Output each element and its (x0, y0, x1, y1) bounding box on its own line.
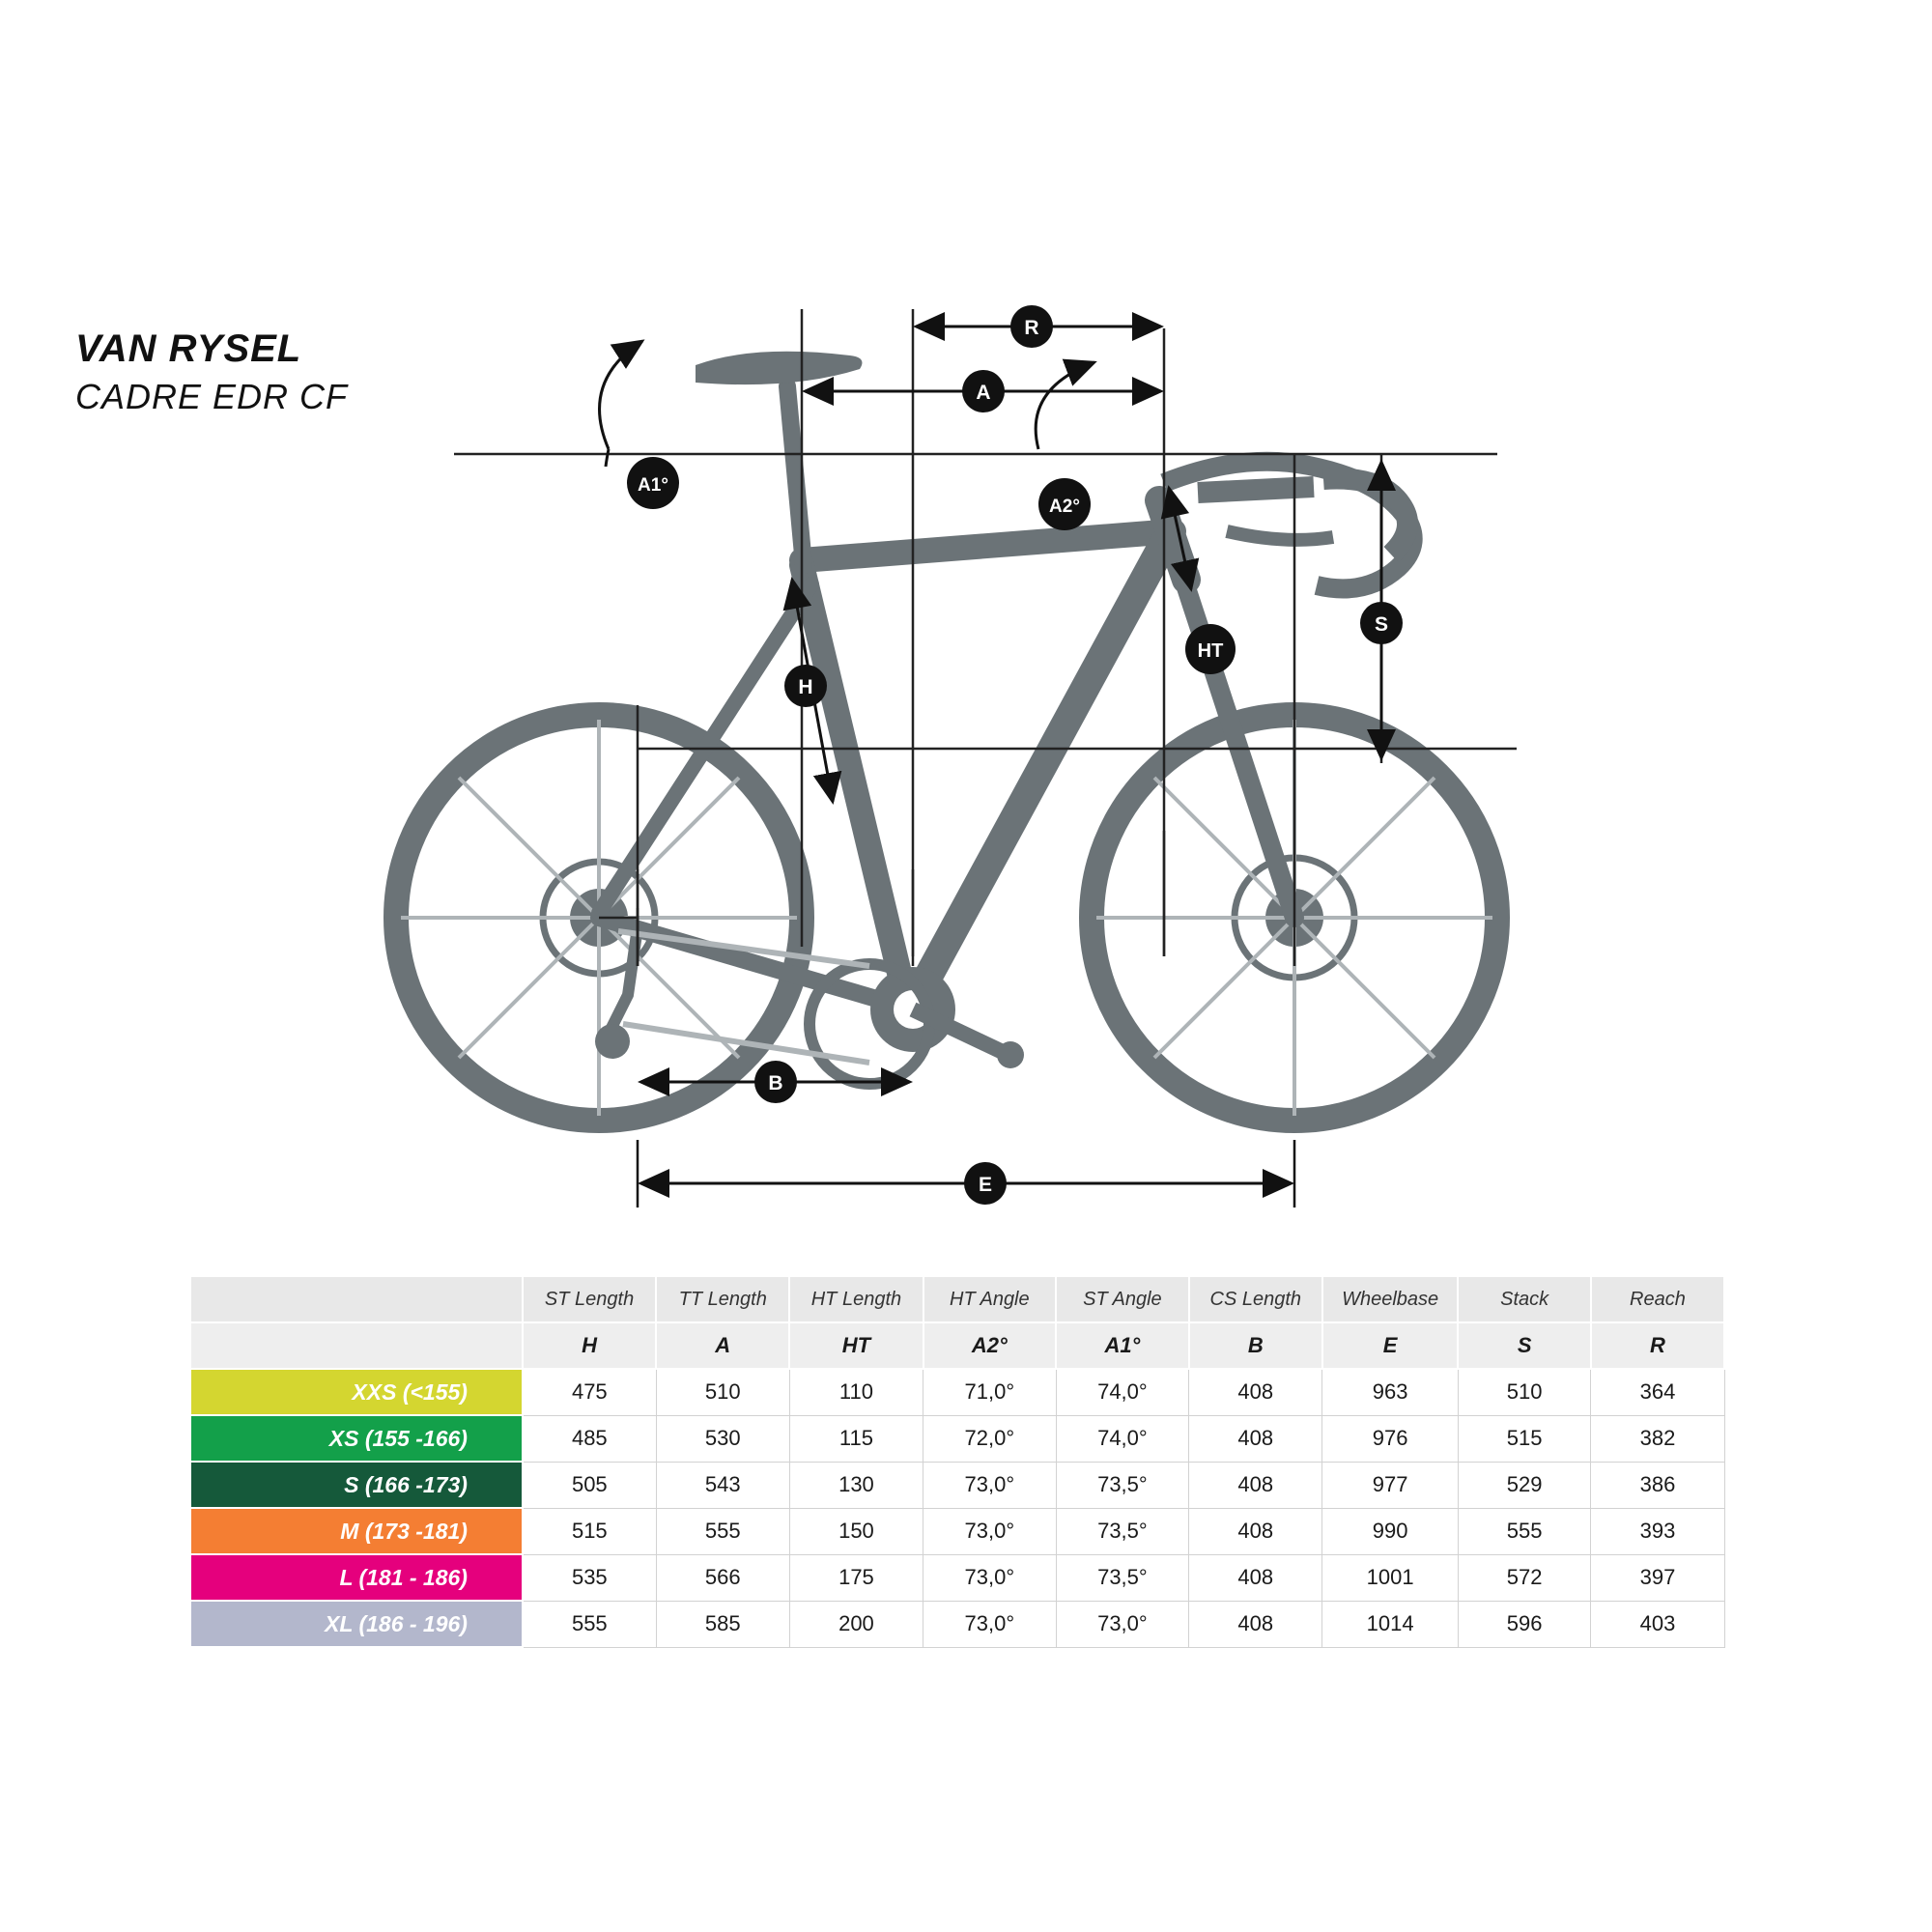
cell-b: 408 (1189, 1508, 1322, 1554)
brand-name: VAN RYSEL (75, 327, 302, 370)
svg-text:S: S (1374, 613, 1389, 636)
cell-e: 976 (1322, 1415, 1459, 1462)
header-code-h: H (523, 1322, 656, 1369)
table-row (190, 1415, 1724, 1462)
header-reach: Reach (1591, 1276, 1724, 1322)
header-code-s: S (1458, 1322, 1591, 1369)
cell-b: 408 (1189, 1415, 1322, 1462)
svg-text:H: H (798, 676, 813, 698)
svg-text:A1°: A1° (638, 475, 668, 496)
cell-h: 485 (523, 1415, 656, 1462)
cell-b: 408 (1189, 1554, 1322, 1601)
cell-a: 566 (656, 1554, 789, 1601)
cell-a: 530 (656, 1415, 789, 1462)
size-label: L (181 - 186) (190, 1554, 523, 1601)
table-row (190, 1369, 1724, 1415)
header-st-length: ST Length (523, 1276, 656, 1322)
badge-b (754, 1061, 797, 1103)
cell-a: 510 (656, 1369, 789, 1415)
cell-ht: 175 (789, 1554, 923, 1601)
cell-a: 543 (656, 1462, 789, 1508)
header-code-b: B (1189, 1322, 1322, 1369)
cell-r: 403 (1591, 1601, 1724, 1647)
cell-e: 1014 (1322, 1601, 1459, 1647)
cell-r: 397 (1591, 1554, 1724, 1601)
header-tt-length: TT Length (656, 1276, 789, 1322)
header-ht-length: HT Length (789, 1276, 923, 1322)
svg-text:A: A (976, 382, 991, 404)
size-label: XXS (<155) (190, 1369, 523, 1415)
cell-a1: 73,5° (1056, 1554, 1189, 1601)
cell-a1: 74,0° (1056, 1369, 1189, 1415)
table-row (190, 1601, 1724, 1647)
table-header-sub (190, 1322, 1724, 1369)
cell-a2: 73,0° (923, 1554, 1057, 1601)
bike-geometry-diagram (0, 290, 1932, 1256)
table-row (190, 1462, 1724, 1508)
header-code-a1: A1° (1056, 1322, 1189, 1369)
svg-text:B: B (768, 1072, 783, 1094)
cell-a1: 73,0° (1056, 1601, 1189, 1647)
badge-s (1360, 602, 1403, 644)
cell-s: 529 (1458, 1462, 1591, 1508)
cell-ht: 200 (789, 1601, 923, 1647)
cell-a2: 73,0° (923, 1601, 1057, 1647)
size-label: M (173 -181) (190, 1508, 523, 1554)
badge-ht (1185, 624, 1236, 674)
cell-s: 510 (1458, 1369, 1591, 1415)
cell-ht: 115 (789, 1415, 923, 1462)
cell-a: 585 (656, 1601, 789, 1647)
badge-h (784, 665, 827, 707)
header-ht-angle: HT Angle (923, 1276, 1057, 1322)
badge-e (964, 1162, 1007, 1205)
cell-h: 535 (523, 1554, 656, 1601)
cell-s: 572 (1458, 1554, 1591, 1601)
cell-r: 364 (1591, 1369, 1724, 1415)
badge-a2 (1038, 478, 1091, 530)
brand-model: CADRE EDR CF (75, 377, 349, 416)
cell-s: 515 (1458, 1415, 1591, 1462)
badge-r (1010, 305, 1053, 348)
size-label: XL (186 - 196) (190, 1601, 523, 1647)
header-code-r: R (1591, 1322, 1724, 1369)
header-code-a: A (656, 1322, 789, 1369)
cell-a2: 72,0° (923, 1415, 1057, 1462)
cell-r: 386 (1591, 1462, 1724, 1508)
header-sub-corner (190, 1322, 523, 1369)
svg-text:HT: HT (1197, 640, 1224, 662)
table-header-top (190, 1276, 1724, 1322)
cell-ht: 110 (789, 1369, 923, 1415)
cell-s: 555 (1458, 1508, 1591, 1554)
table-row (190, 1554, 1724, 1601)
cell-ht: 150 (789, 1508, 923, 1554)
header-st-angle: ST Angle (1056, 1276, 1189, 1322)
svg-text:E: E (978, 1174, 993, 1196)
cell-a1: 73,5° (1056, 1508, 1189, 1554)
cell-b: 408 (1189, 1601, 1322, 1647)
cell-h: 475 (523, 1369, 656, 1415)
cell-s: 596 (1458, 1601, 1591, 1647)
cell-e: 990 (1322, 1508, 1459, 1554)
table-row (190, 1508, 1724, 1554)
cell-e: 1001 (1322, 1554, 1459, 1601)
header-stack: Stack (1458, 1276, 1591, 1322)
cell-r: 393 (1591, 1508, 1724, 1554)
cell-a1: 74,0° (1056, 1415, 1189, 1462)
header-wheelbase: Wheelbase (1322, 1276, 1459, 1322)
bike-silhouette (396, 352, 1497, 1121)
header-code-ht: HT (789, 1322, 923, 1369)
cell-h: 505 (523, 1462, 656, 1508)
badge-a1 (627, 457, 679, 509)
geometry-table (189, 1275, 1725, 1648)
cell-ht: 130 (789, 1462, 923, 1508)
cell-a: 555 (656, 1508, 789, 1554)
header-cs-length: CS Length (1189, 1276, 1322, 1322)
cell-r: 382 (1591, 1415, 1724, 1462)
cell-a2: 73,0° (923, 1508, 1057, 1554)
size-label: S (166 -173) (190, 1462, 523, 1508)
cell-a2: 73,0° (923, 1462, 1057, 1508)
cell-e: 977 (1322, 1462, 1459, 1508)
size-label: XS (155 -166) (190, 1415, 523, 1462)
header-code-a2: A2° (923, 1322, 1057, 1369)
cell-b: 408 (1189, 1369, 1322, 1415)
cell-a2: 71,0° (923, 1369, 1057, 1415)
header-corner (190, 1276, 523, 1322)
cell-e: 963 (1322, 1369, 1459, 1415)
svg-text:R: R (1024, 317, 1039, 339)
cell-b: 408 (1189, 1462, 1322, 1508)
badge-a (962, 370, 1005, 412)
header-code-e: E (1322, 1322, 1459, 1369)
cell-a1: 73,5° (1056, 1462, 1189, 1508)
cell-h: 515 (523, 1508, 656, 1554)
cell-h: 555 (523, 1601, 656, 1647)
svg-text:A2°: A2° (1049, 497, 1080, 517)
